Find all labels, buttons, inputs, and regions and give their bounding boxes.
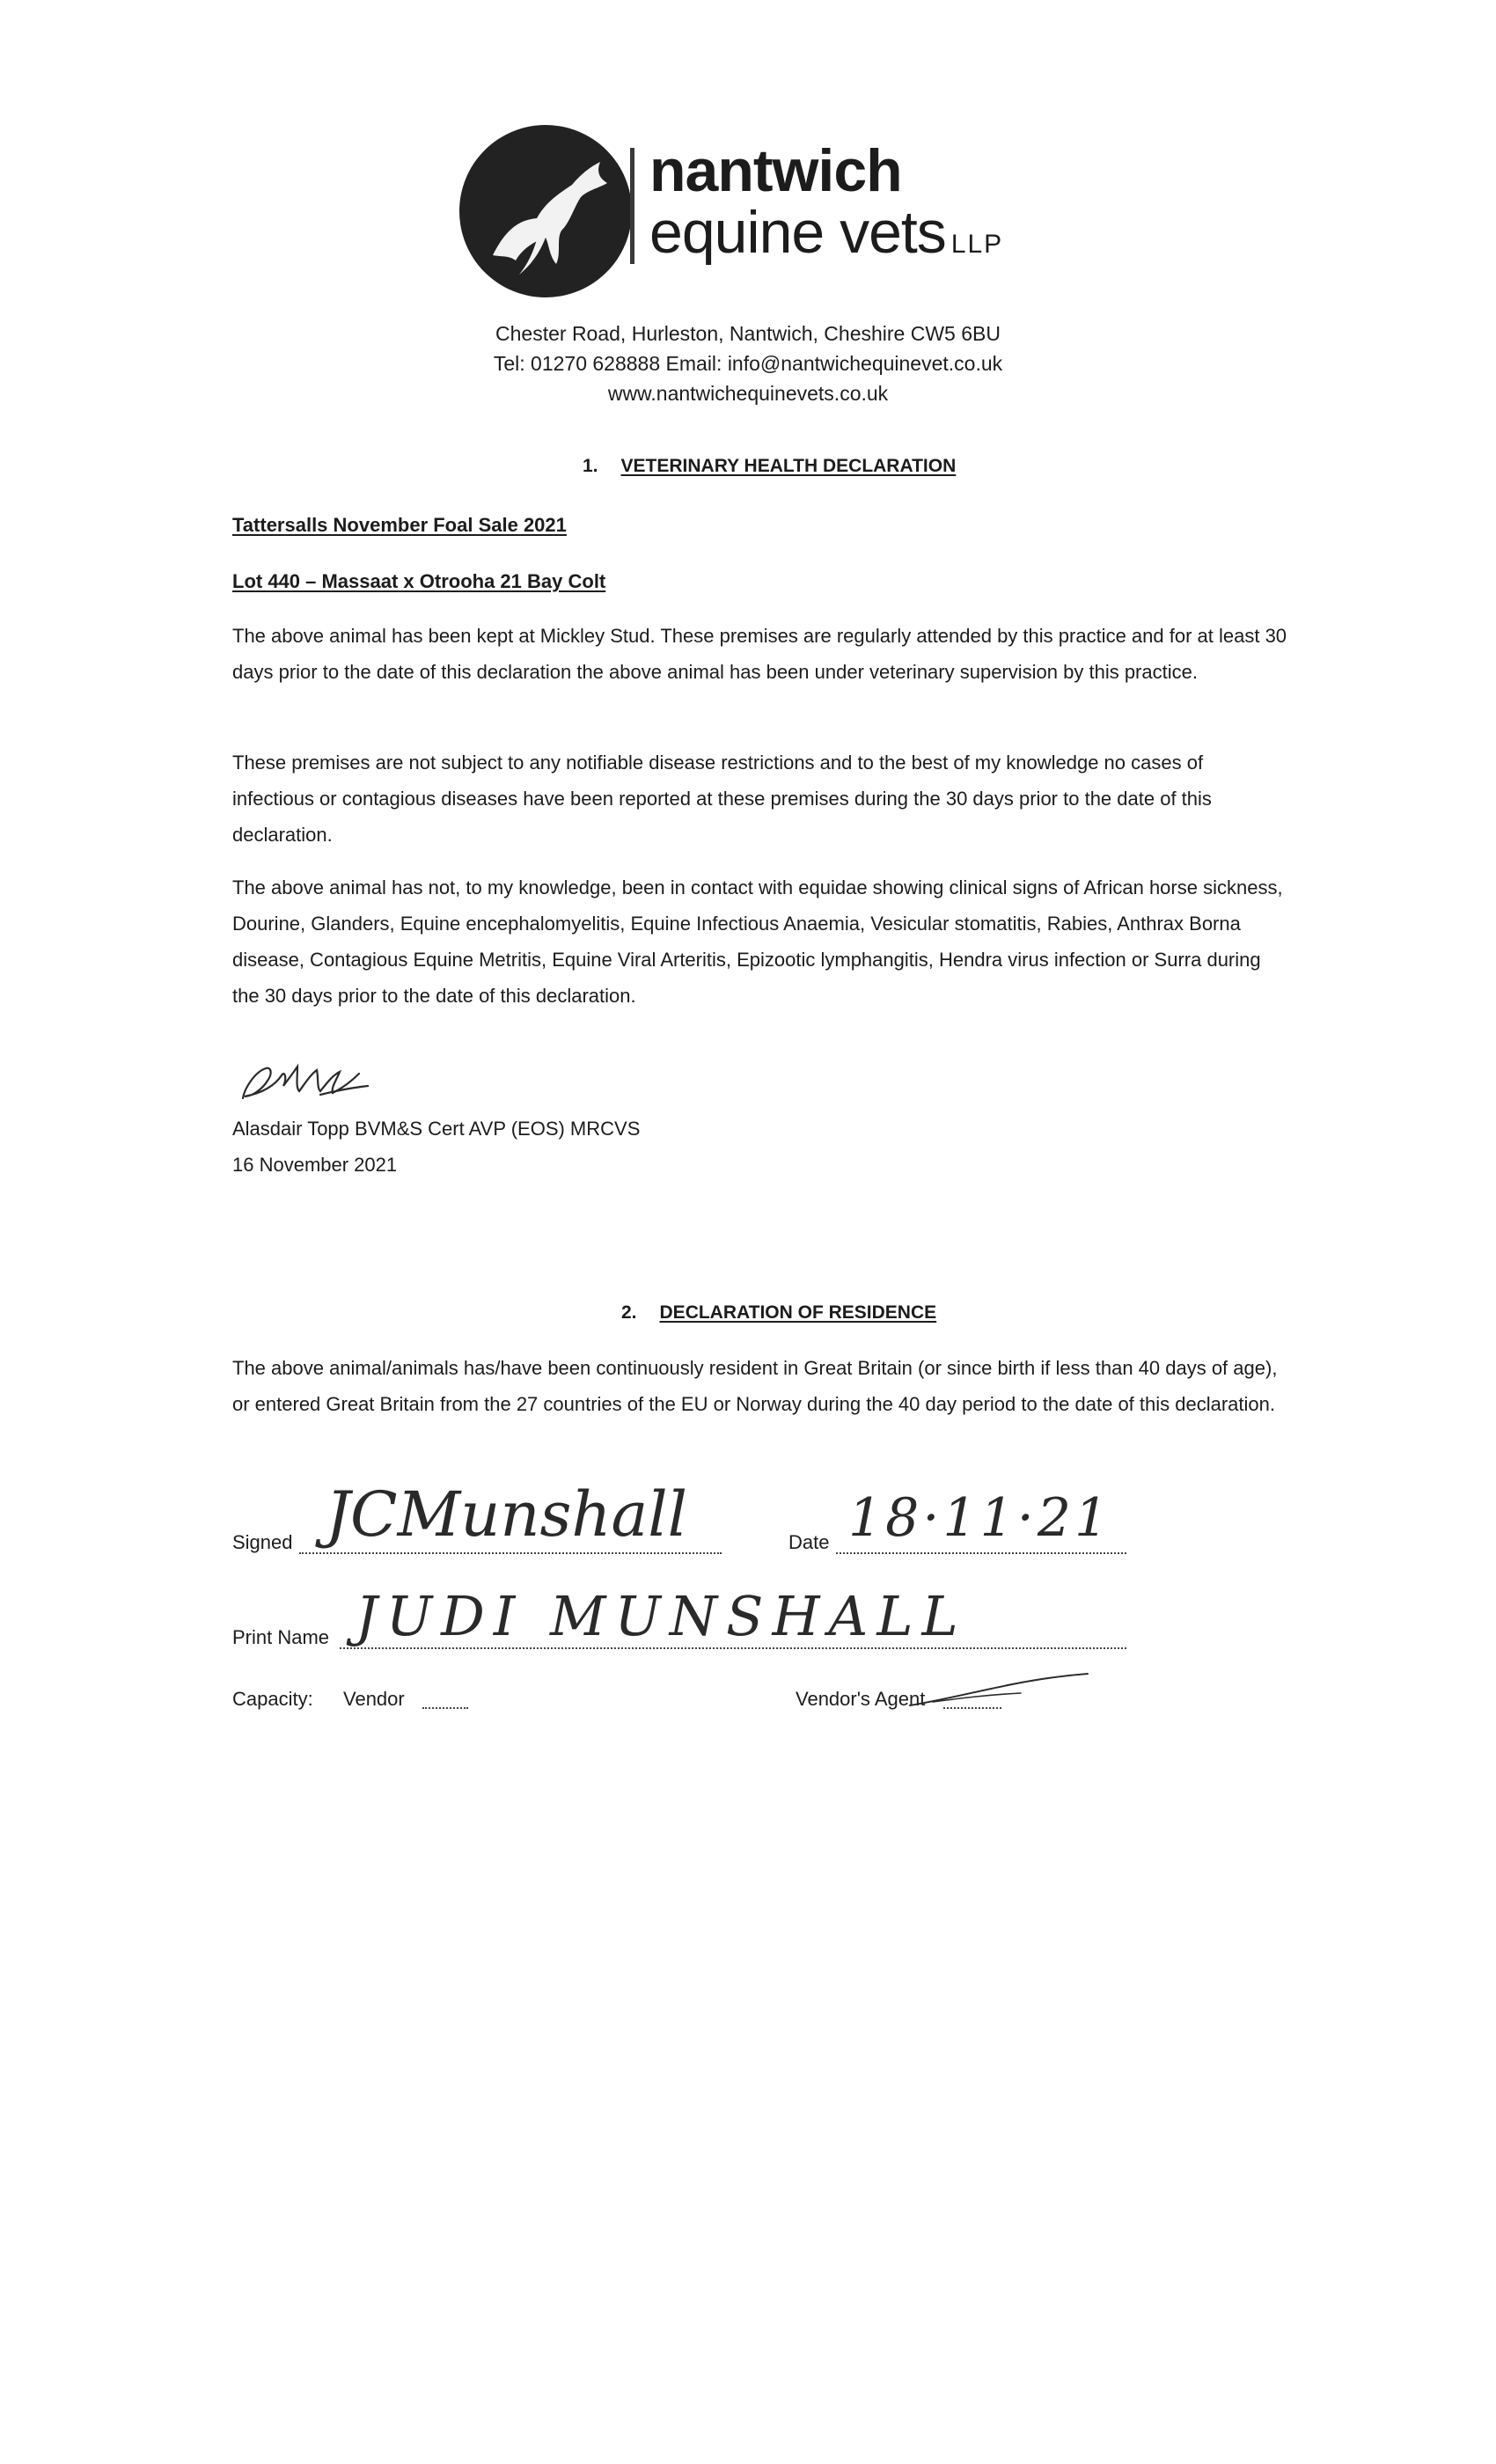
horse-logo-icon: [458, 123, 634, 299]
section2-heading: [621, 1302, 936, 1324]
vendors-agent-strikethrough: [906, 1668, 1091, 1712]
brand-name-line2: [649, 199, 1003, 278]
vendors-agent-option[interactable]: Vendor's Agent: [796, 1688, 926, 1710]
section2-title: DECLARATION OF RESIDENCE: [659, 1302, 937, 1323]
lot-title: Lot 440 – Massaat x Otrooha 21 Bay Colt: [232, 570, 606, 592]
date-handwritten-value: 18·11·21: [848, 1487, 1112, 1549]
brand-suffix: LLP: [950, 230, 1004, 259]
section1-number: 1.: [583, 456, 598, 476]
signed-label: Signed: [232, 1531, 293, 1553]
practice-contact: Tel: 01270 628888 Email: info@nantwichequinevet.co.uk: [493, 352, 1003, 375]
vet-signature: [236, 1052, 377, 1105]
section1-paragraph-1: The above animal has been kept at Mickley Stud. These premises are regularly attended by this practice and for at least 30 days prior to the date of this declaration the above animal has been under veterinary supervision by this practice.: [232, 625, 1287, 683]
practice-address: Chester Road, Hurleston, Nantwich, Cheshire CW5 6BU: [495, 322, 1001, 345]
print-name-handwritten-value: JUDI MUNSHALL: [356, 1584, 967, 1648]
section1-heading: [583, 456, 956, 477]
section1-paragraph-2: These premises are not subject to any notifiable disease restrictions and to the best of my knowledge no cases of infectious or contagious diseases have been reported at these premises during the 30 days prior to the date of this declaration.: [232, 752, 1212, 846]
capacity-vendor-option[interactable]: Vendor: [343, 1688, 405, 1710]
vendor-dots: [422, 1707, 468, 1709]
signed-handwritten-value: JCMunshall: [326, 1478, 687, 1551]
logo-divider: [630, 148, 634, 264]
signed-line[interactable]: [299, 1552, 722, 1554]
brand-name-line1: nantwich: [649, 137, 902, 204]
date-line[interactable]: [836, 1552, 1126, 1554]
vet-name: Alasdair Topp BVM&S Cert AVP (EOS) MRCVS: [232, 1118, 641, 1140]
section1-paragraph-3: The above animal has not, to my knowledge, been in contact with equidae showing clinical signs of African horse sickness, Dourine, Glanders, Equine encephalomyelitis, Equine Infectious Anaemia, Vesicular stomatitis, Rabies, Anthrax Borna disease, Contagious Equine Metritis, Equine Viral Arteritis, Epizootic lymphangitis, Hendra virus infection or Surra during the 30 days prior to the date of this declaration.: [232, 876, 1283, 1007]
capacity-label: Capacity:: [232, 1688, 313, 1710]
practice-website: www.nantwichequinevets.co.uk: [607, 382, 889, 405]
section2-paragraph: The above animal/animals has/have been continuously resident in Great Britain (or since birth if less than 40 days of age), or entered Great Britain from the 27 countries of the EU or Norway during the 40 day period to the date of this declaration.: [232, 1357, 1278, 1415]
section1-title: VETERINARY HEALTH DECLARATION: [620, 456, 957, 476]
date-label: Date: [788, 1531, 830, 1553]
vet-declaration-date: 16 November 2021: [232, 1154, 398, 1176]
sale-title: Tattersalls November Foal Sale 2021: [232, 514, 567, 536]
section2-number: 2.: [621, 1302, 637, 1323]
print-name-label: Print Name: [232, 1626, 330, 1648]
brand-name-line2-text: equine vets: [649, 199, 946, 266]
